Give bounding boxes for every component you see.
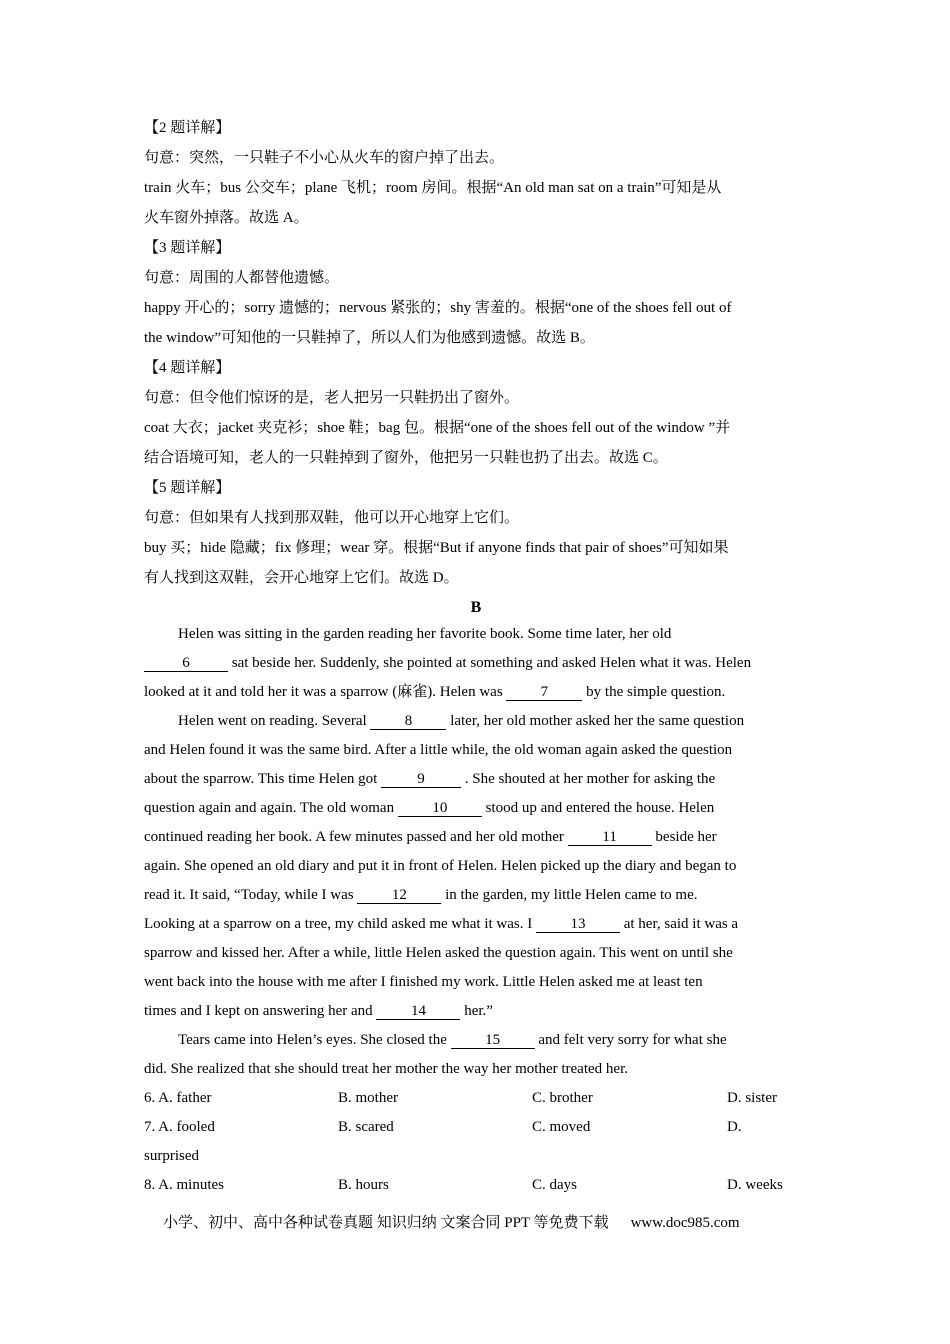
explanation-2 xyxy=(144,115,808,235)
explanation-4 xyxy=(144,355,808,475)
option-row-6 xyxy=(144,1085,808,1114)
options xyxy=(144,1085,808,1201)
explanation-heading: 【4 题详解】 xyxy=(144,360,231,376)
passage-line: Helen went on reading. Several 8 later, her old mother asked her the same question xyxy=(178,713,745,729)
passage-line: looked at it and told her it was a sparrow (麻雀). Helen was 7 by the simple question. xyxy=(144,684,726,700)
explanation-line: train 火车；bus 公交车；plane 飞机；room 房间。根据“An old man sat on a train”可知是从 xyxy=(144,180,722,196)
passage-line: Looking at a sparrow on a tree, my child asked me what it was. I 13 at her, said it was a xyxy=(144,916,739,932)
option-a: 8. A. minutes xyxy=(144,1177,225,1193)
blank-11: 11 xyxy=(568,829,652,846)
explanation-5 xyxy=(144,475,808,595)
blank-13: 13 xyxy=(536,916,620,933)
option-d: D. sister xyxy=(727,1090,777,1106)
option-b: B. scared xyxy=(338,1119,394,1135)
option-c: C. days xyxy=(532,1177,577,1193)
option-c: C. moved xyxy=(532,1119,591,1135)
passage-line: Helen was sitting in the garden reading her favorite book. Some time later, her old xyxy=(178,626,672,642)
passage-line: again. She opened an old diary and put it in front of Helen. Helen picked up the diary and began to xyxy=(144,858,737,874)
blank-15: 15 xyxy=(451,1032,535,1049)
footer-text: 小学、初中、高中各种试卷真题 知识归纳 文案合同 PPT 等免费下载 xyxy=(163,1215,609,1231)
blank-14: 14 xyxy=(376,1003,460,1020)
explanation-line: coat 大衣；jacket 夹克衫；shoe 鞋；bag 包。根据“one of the shoes fell out of the window ”并 xyxy=(144,420,731,436)
blank-10: 10 xyxy=(398,800,482,817)
option-b: B. mother xyxy=(338,1090,398,1106)
explanation-heading: 【3 题详解】 xyxy=(144,240,231,256)
option-row-7-wrap xyxy=(144,1143,808,1172)
explanation-line: the window”可知他的一只鞋掉了，所以人们为他感到遗憾。故选 B。 xyxy=(144,330,595,346)
option-d: D. xyxy=(727,1119,742,1135)
option-row-8 xyxy=(144,1172,808,1201)
option-b: B. hours xyxy=(338,1177,389,1193)
blank-8: 8 xyxy=(370,713,446,730)
explanation-line: 火车窗外掉落。故选 A。 xyxy=(144,210,309,226)
page-footer xyxy=(163,1211,803,1235)
passage-line: Tears came into Helen’s eyes. She closed the 15 and felt very sorry for what she xyxy=(178,1032,727,1048)
passage-line: sparrow and kissed her. After a while, little Helen asked the question again. This went on until she xyxy=(144,945,733,961)
passage-line: read it. It said, “Today, while I was 12 in the garden, my little Helen came to me. xyxy=(144,887,698,903)
option-a: 7. A. fooled xyxy=(144,1119,215,1135)
passage-line: did. She realized that she should treat her mother the way her mother treated her. xyxy=(144,1061,628,1077)
cloze-passage xyxy=(144,621,808,1085)
explanation-line: 句意：突然，一只鞋子不小心从火车的窗户掉了出去。 xyxy=(144,150,505,166)
passage-line: and Helen found it was the same bird. After a little while, the old woman again asked the question xyxy=(144,742,733,758)
blank-12: 12 xyxy=(357,887,441,904)
explanation-line: 句意：周围的人都替他遗憾。 xyxy=(144,270,340,286)
passage-line: about the sparrow. This time Helen got 9 . She shouted at her mother for asking the xyxy=(144,771,716,787)
passage-line: 6 sat beside her. Suddenly, she pointed at something and asked Helen what it was. Helen xyxy=(144,650,808,679)
blank-7: 7 xyxy=(506,684,582,701)
explanation-3 xyxy=(144,235,808,355)
option-c: C. brother xyxy=(532,1090,593,1106)
explanation-line: 句意：但令他们惊讶的是，老人把另一只鞋扔出了窗外。 xyxy=(144,390,520,406)
section-title: B xyxy=(470,599,482,616)
blank-6: 6 xyxy=(144,655,228,672)
option-row-7 xyxy=(144,1114,808,1143)
explanation-line: buy 买；hide 隐藏；fix 修理；wear 穿。根据“But if anyone finds that pair of shoes”可知如果 xyxy=(144,540,729,556)
blank-9: 9 xyxy=(381,771,461,788)
passage-line: question again and again. The old woman 10 stood up and entered the house. Helen xyxy=(144,800,715,816)
explanation-line: 有人找到这双鞋，会开心地穿上它们。故选 D。 xyxy=(144,570,459,586)
passage-line: times and I kept on answering her and 14 her.” xyxy=(144,1003,493,1019)
footer-url[interactable]: www.doc985.com xyxy=(630,1215,740,1231)
option-d: D. weeks xyxy=(727,1177,783,1193)
passage-line: went back into the house with me after I finished my work. Little Helen asked me at least ten xyxy=(144,974,703,990)
option-a: 6. A. father xyxy=(144,1090,212,1106)
passage-line: continued reading her book. A few minutes passed and her old mother 11 beside her xyxy=(144,829,717,845)
explanation-heading: 【5 题详解】 xyxy=(144,480,231,496)
option-d-wrap: surprised xyxy=(144,1148,199,1164)
explanation-line: happy 开心的；sorry 遗憾的；nervous 紧张的；shy 害羞的。根据“one of the shoes fell out of xyxy=(144,300,732,316)
document-body xyxy=(144,115,808,1201)
explanation-heading: 【2 题详解】 xyxy=(144,120,231,136)
explanation-line: 句意：但如果有人找到那双鞋，他可以开心地穿上它们。 xyxy=(144,510,520,526)
explanation-line: 结合语境可知，老人的一只鞋掉到了窗外，他把另一只鞋也扔了出去。故选 C。 xyxy=(144,450,668,466)
